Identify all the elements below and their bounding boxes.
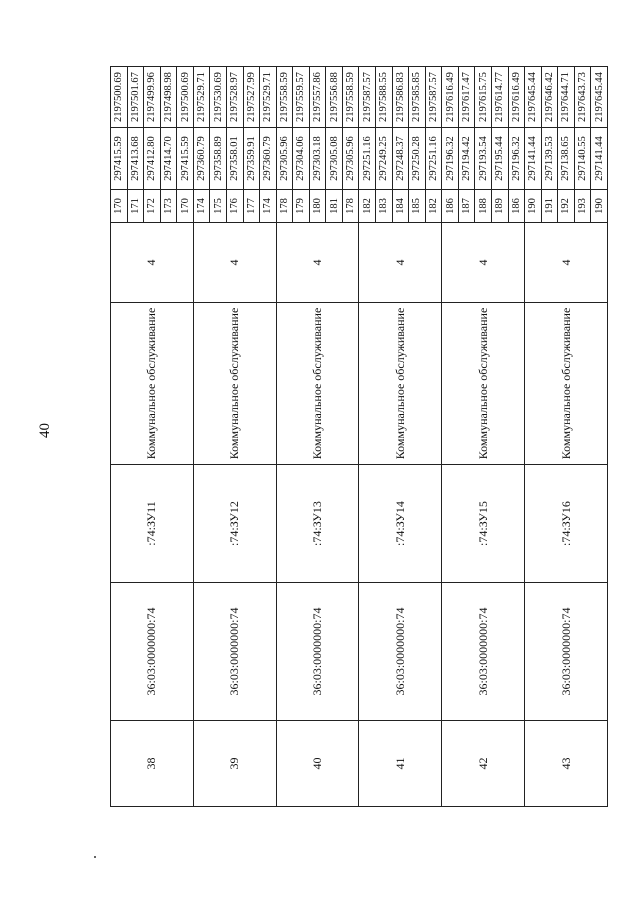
point-number: 181: [326, 190, 343, 223]
coord-y: 2197559.57: [293, 67, 310, 128]
point-number: 178: [276, 190, 293, 223]
coord-x: 297412.80: [144, 128, 161, 190]
row-number: 40: [276, 721, 359, 807]
point-number: 179: [293, 190, 310, 223]
point-number: 173: [160, 190, 177, 223]
coord-x: 297305.08: [326, 128, 343, 190]
coord-y: 2197527.99: [243, 67, 260, 128]
coord-y: 2197499.96: [144, 67, 161, 128]
coord-x: 297141.44: [591, 128, 608, 190]
point-number: 190: [525, 190, 542, 223]
coord-y: 2197556.88: [326, 67, 343, 128]
scan-speck: [94, 856, 96, 858]
coord-x: 297196.32: [508, 128, 525, 190]
point-number: 182: [359, 190, 376, 223]
point-number: 170: [177, 190, 194, 223]
coord-x: 297358.89: [210, 128, 227, 190]
coord-y: 2197588.55: [376, 67, 393, 128]
page-number: 40: [37, 423, 53, 438]
point-number: 171: [127, 190, 144, 223]
coord-x: 297415.59: [177, 128, 194, 190]
coord-y: 2197558.59: [342, 67, 359, 128]
coord-y: 2197616.49: [508, 67, 525, 128]
permitted-use: Коммунальное обслуживание: [111, 303, 194, 465]
use-code: 4: [111, 223, 194, 303]
cadastral-number: 36:03:0000000:74: [525, 583, 608, 721]
coord-y: 2197529.71: [193, 67, 210, 128]
coord-y: 2197498.98: [160, 67, 177, 128]
coord-x: 297414.70: [160, 128, 177, 190]
point-number: 193: [574, 190, 591, 223]
table-row: [111, 67, 128, 807]
coord-y: 2197645.44: [591, 67, 608, 128]
plot-designation: :74:ЗУ11: [111, 465, 194, 583]
point-number: 186: [442, 190, 459, 223]
coord-x: 297413.68: [127, 128, 144, 190]
point-number: 190: [591, 190, 608, 223]
coord-y: 2197558.59: [276, 67, 293, 128]
row-number: 42: [442, 721, 525, 807]
coord-x: 297139.53: [541, 128, 558, 190]
permitted-use: Коммунальное обслуживание: [359, 303, 442, 465]
use-code: 4: [276, 223, 359, 303]
coord-x: 297360.79: [193, 128, 210, 190]
table-row: [359, 67, 376, 807]
point-number: 192: [558, 190, 575, 223]
permitted-use: Коммунальное обслуживание: [525, 303, 608, 465]
point-number: 174: [193, 190, 210, 223]
coord-x: 297196.32: [442, 128, 459, 190]
permitted-use: Коммунальное обслуживание: [276, 303, 359, 465]
coord-y: 2197615.75: [475, 67, 492, 128]
rotated-table-container: [110, 67, 608, 807]
row-number: 39: [193, 721, 276, 807]
coord-x: 297193.54: [475, 128, 492, 190]
plot-designation: :74:ЗУ16: [525, 465, 608, 583]
use-code: 4: [359, 223, 442, 303]
permitted-use: Коммунальное обслуживание: [442, 303, 525, 465]
coord-y: 2197645.44: [525, 67, 542, 128]
coord-x: 297138.65: [558, 128, 575, 190]
point-number: 189: [491, 190, 508, 223]
point-number: 175: [210, 190, 227, 223]
point-number: 191: [541, 190, 558, 223]
coord-y: 2197646.42: [541, 67, 558, 128]
coord-x: 297415.59: [111, 128, 128, 190]
table-row: [525, 67, 542, 807]
coord-x: 297360.79: [260, 128, 277, 190]
point-number: 178: [342, 190, 359, 223]
table-row: [276, 67, 293, 807]
coord-y: 2197500.69: [111, 67, 128, 128]
permitted-use: Коммунальное обслуживание: [193, 303, 276, 465]
cadastral-number: 36:03:0000000:74: [111, 583, 194, 721]
coord-x: 297250.28: [409, 128, 426, 190]
row-number: 41: [359, 721, 442, 807]
use-code: 4: [193, 223, 276, 303]
table-row: [193, 67, 210, 807]
coord-x: 297305.96: [276, 128, 293, 190]
coord-x: 297359.91: [243, 128, 260, 190]
point-number: 182: [425, 190, 442, 223]
coord-x: 297358.01: [226, 128, 243, 190]
coord-y: 2197528.97: [226, 67, 243, 128]
coord-x: 297249.25: [376, 128, 393, 190]
point-number: 185: [409, 190, 426, 223]
cadastral-number: 36:03:0000000:74: [359, 583, 442, 721]
coord-y: 2197500.69: [177, 67, 194, 128]
coord-y: 2197644.71: [558, 67, 575, 128]
plot-designation: :74:ЗУ14: [359, 465, 442, 583]
plot-designation: :74:ЗУ15: [442, 465, 525, 583]
coord-x: 297248.37: [392, 128, 409, 190]
row-number: 43: [525, 721, 608, 807]
coord-x: 297304.06: [293, 128, 310, 190]
point-number: 186: [508, 190, 525, 223]
cadastral-number: 36:03:0000000:74: [442, 583, 525, 721]
coord-y: 2197501.67: [127, 67, 144, 128]
coord-y: 2197585.85: [409, 67, 426, 128]
point-number: 188: [475, 190, 492, 223]
coord-y: 2197586.83: [392, 67, 409, 128]
point-number: 174: [260, 190, 277, 223]
coord-y: 2197557.86: [309, 67, 326, 128]
coord-x: 297251.16: [425, 128, 442, 190]
point-number: 176: [226, 190, 243, 223]
coord-y: 2197587.57: [425, 67, 442, 128]
table-row: [442, 67, 459, 807]
point-number: 183: [376, 190, 393, 223]
coord-y: 2197530.69: [210, 67, 227, 128]
coord-y: 2197529.71: [260, 67, 277, 128]
cadastral-number: 36:03:0000000:74: [193, 583, 276, 721]
coord-y: 2197617.47: [458, 67, 475, 128]
coord-y: 2197616.49: [442, 67, 459, 128]
coord-x: 297303.18: [309, 128, 326, 190]
plot-designation: :74:ЗУ12: [193, 465, 276, 583]
point-number: 184: [392, 190, 409, 223]
row-number: 38: [111, 721, 194, 807]
point-number: 180: [309, 190, 326, 223]
point-number: 177: [243, 190, 260, 223]
table-body: [111, 67, 608, 807]
coord-x: 297305.96: [342, 128, 359, 190]
plot-designation: :74:ЗУ13: [276, 465, 359, 583]
coord-y: 2197614.77: [491, 67, 508, 128]
coord-x: 297195.44: [491, 128, 508, 190]
point-number: 172: [144, 190, 161, 223]
coord-y: 2197587.57: [359, 67, 376, 128]
point-number: 170: [111, 190, 128, 223]
use-code: 4: [442, 223, 525, 303]
point-number: 187: [458, 190, 475, 223]
land-plots-table: [110, 66, 608, 807]
coord-x: 297140.55: [574, 128, 591, 190]
coord-x: 297194.42: [458, 128, 475, 190]
use-code: 4: [525, 223, 608, 303]
coord-y: 2197643.73: [574, 67, 591, 128]
cadastral-number: 36:03:0000000:74: [276, 583, 359, 721]
coord-x: 297141.44: [525, 128, 542, 190]
coord-x: 297251.16: [359, 128, 376, 190]
